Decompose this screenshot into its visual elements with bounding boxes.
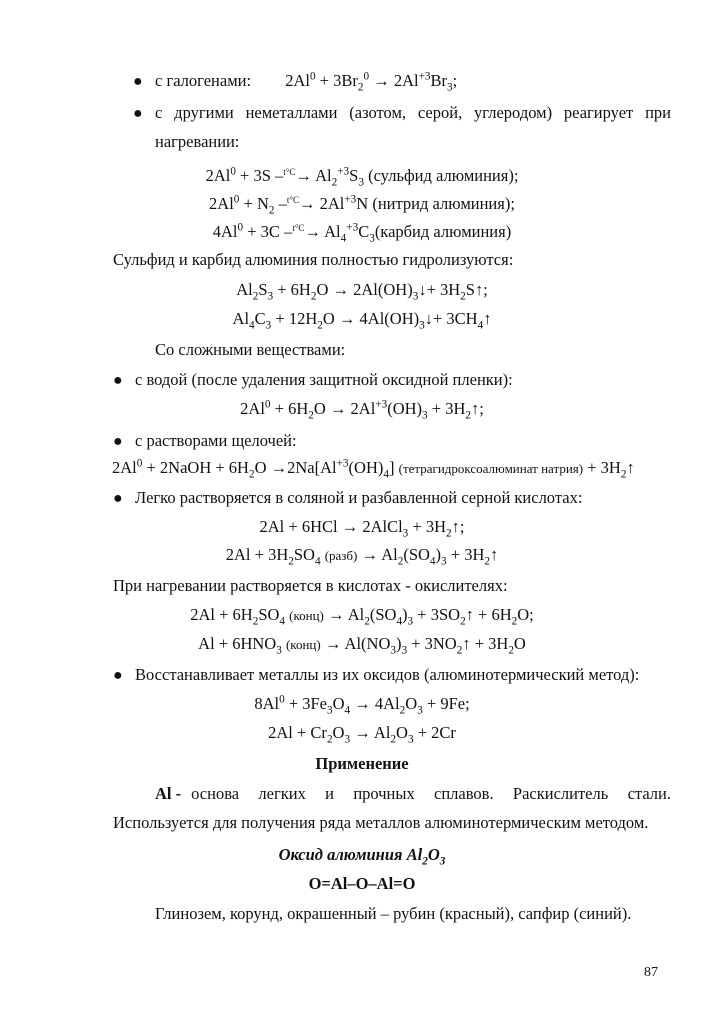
bullet-icon: ● [133, 105, 143, 122]
text-water: с водой (после удаления защитной оксидной пленки): [135, 370, 513, 389]
reaction-halogens: с галогенами: $2Al^0 + 3Br_2^0 \to 2Al^{+3}Br_3$; [155, 70, 458, 94]
bullet-icon: ● [133, 73, 143, 90]
heading-aluminium-oxide: Оксид алюминия $Al_2O_3$ [278, 845, 446, 868]
reaction-alkali: $2Al^0$ + 2NaOH + $6H_2O \to 2Na[Al^{+3}(OH)_4]$ (тетрагидроксоалюминат натрия) + $3H_2↑$ [112, 457, 635, 481]
reaction-hcl: 2Al + 6HCl → 2AlCl$_3$ + $3H_2↑$; [259, 517, 465, 540]
heading-application: Применение [315, 754, 409, 773]
application-text-1: основа легких и прочных сплавов. Раскислитель стали. [191, 784, 671, 803]
reaction-cr2o3: $2Al + Cr_2O_3 \to Al_2O_3 + 2Cr$ [268, 723, 456, 746]
text-complex-substances: Со сложными веществами: [155, 340, 346, 359]
reaction-water: $2Al^0 + 6H_2O \to 2Al^{+3}(OH)_3$ + $3H_2↑$; [240, 398, 484, 422]
reaction-nitride: $2Al^0 + N_2$ $-^{t^\circ C}\to 2Al^{+3}N$ (нитрид алюминия); [209, 193, 515, 217]
text-hydrolysis: Сульфид и карбид алюминия полностью гидролизуются: [113, 250, 514, 269]
application-line-1 [155, 784, 671, 804]
page-number: 87 [644, 965, 658, 980]
reaction-fe3o4: $8Al^0 + 3Fe_3O_4 \to 4Al_2O_3 + 9Fe$; [254, 693, 470, 717]
reaction-carbide-hydrolysis: $Al_4C_3 + 12H_2O$ → $4Al(OH)_3↓+$ $3CH_4↑$ [232, 309, 492, 332]
bullet-icon: ● [113, 372, 123, 389]
label-halogens: с галогенами: [155, 71, 252, 90]
text-heating: нагревании: [155, 132, 240, 151]
text-alkali: с растворами щелочей: [135, 431, 297, 450]
text-acids: Легко растворяется в соляной и разбавленной серной кислотах: [135, 488, 583, 507]
bullet-icon: ● [113, 490, 123, 507]
reaction-h2so4-dilute: $2Al + 3H_2SO_4$ (разб) → $Al_2(SO_4)_3$ + $3H_2↑$ [225, 545, 499, 568]
text-restore-metals: Восстанавливает металлы из их оксидов (алюминотермический метод): [135, 665, 640, 684]
reaction-sulfide: $2Al^0 + 3S$ $-^{t^\circ C}\to Al_2^{+3}S_3$ (сульфид алюминия); [205, 165, 519, 189]
reaction-carbide: $4Al^0 + 3C$ $-^{t^\circ C}\to Al_4^{+3}C_3(карбид$ алюминия) [212, 221, 512, 245]
text-oxidizing-acids: При нагревании растворяется в кислотах - окислителях: [113, 576, 508, 595]
al-symbol: Al - [155, 784, 182, 803]
reaction-hno3-conc: $Al + 6HNO_3$ (конц) → $Al(NO_3)_3$ + $3NO_2↑ + 3H_2O$ [198, 634, 526, 657]
structure-formula: O=Al–O–Al=O [308, 874, 416, 893]
reaction-sulfide-hydrolysis: $Al_2S_3 + 6H_2O$ → $2Al(OH)_3↓+$ $3H_2S↑$; [236, 280, 488, 303]
text-varieties: Глинозем, корунд, окрашенный – рубин (красный), сапфир (синий). [155, 904, 632, 923]
application-line-2: Используется для получения ряда металлов алюминотермическим методом. [113, 813, 649, 832]
bullet-icon: ● [113, 667, 123, 684]
reaction-h2so4-conc: $2Al + 6H_2SO_4$ (конц) → $Al_2(SO_4)_3$ + $3SO_2↑ + 6H_2O$; [190, 605, 534, 628]
bullet-icon: ● [113, 433, 123, 450]
text-nonmetals: с другими неметаллами (азотом, серой, углеродом) реагирует при [155, 103, 671, 122]
